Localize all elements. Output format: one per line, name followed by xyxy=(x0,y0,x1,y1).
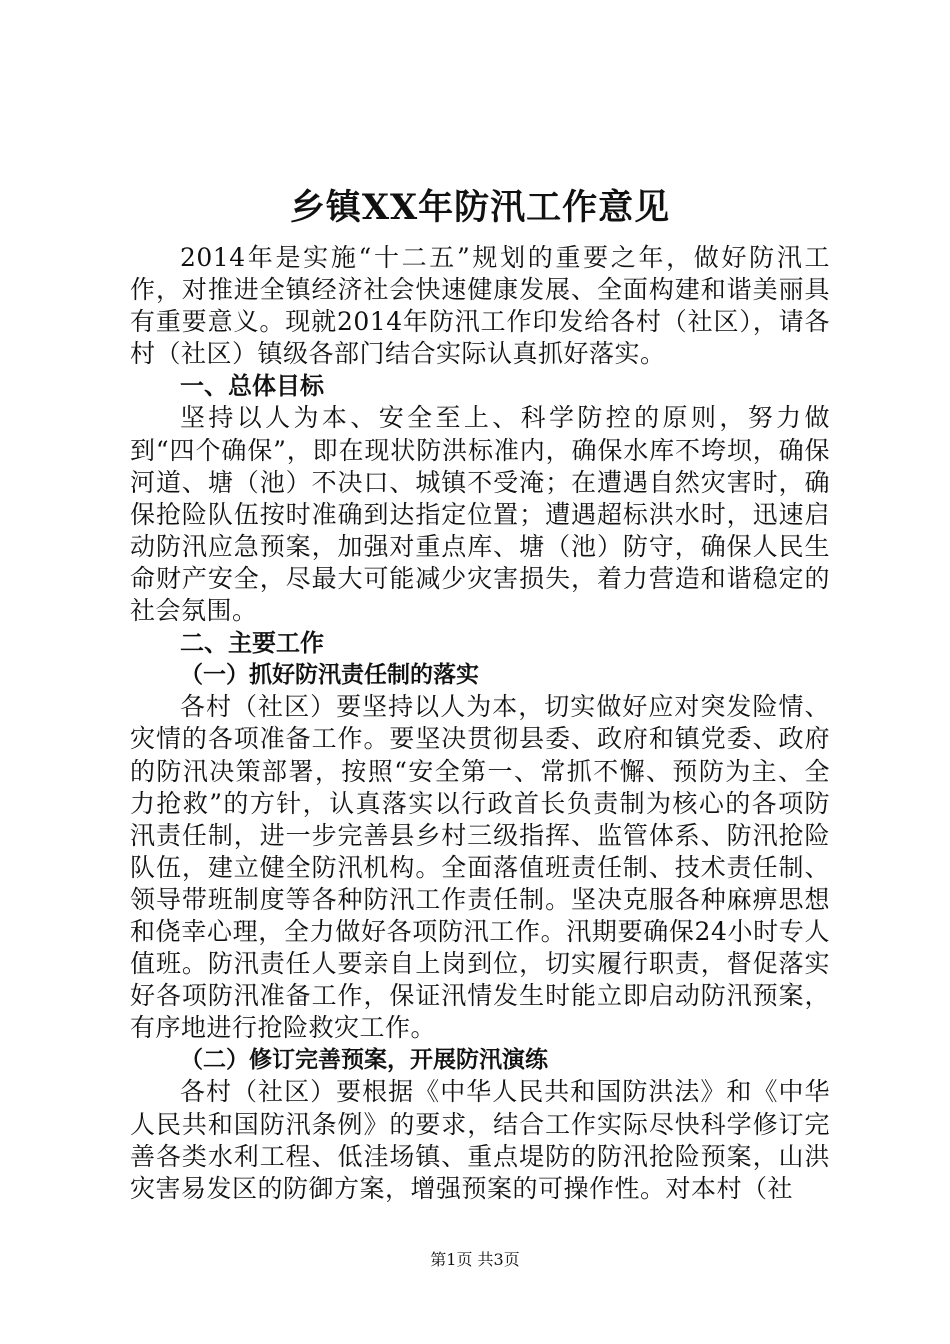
document-body xyxy=(130,242,830,1205)
goals-paragraph: 坚持以人为本、安全至上、科学防控的原则，努力做到“四个确保”，即在现状防洪标准内，确保水库不垮坝，确保河道、塘（池）不决口、城镇不受淹；在遭遇自然灾害时，确保抢险队伍按时准确到达指定位置；遭遇超标洪水时，迅速启动防汛应急预案，加强对重点库、塘（池）防守，确保人民生命财产安全，尽最大可能减少灾害损失，着力营造和谐稳定的社会氛围。 xyxy=(130,403,830,626)
subsection-heading-plans: （二）修订完善预案，开展防汛演练 xyxy=(180,1047,548,1074)
responsibility-paragraph: 各村（社区）要坚持以人为本，切实做好应对突发险情、灾情的各项准备工作。要坚决贯彻县委、政府和镇党委、政府的防汛决策部署，按照“安全第一、常抓不懈、预防为主、全力抢救”的方针，认真落实以行政首长负责制为核心的各项防汛责任制，进一步完善县乡村三级指挥、监管体系、防汛抢险队伍，建立健全防汛机构。全面落值班责任制、技术责任制、领导带班制度等各种防汛工作责任制。坚决克服各种麻痹思想和侥幸心理，全力做好各项防汛工作。汛期要确保24小时专人值班。防汛责任人要亲自上岗到位，切实履行职责，督促落实好各项防汛准备工作，保证汛情发生时能立即启动防汛预案，有序地进行抢险救灾工作。 xyxy=(130,692,830,1043)
page-footer: 第1页 共3页 xyxy=(430,1250,520,1269)
document-title: 乡镇XX年防汛工作意见 xyxy=(289,187,671,228)
plans-paragraph: 各村（社区）要根据《中华人民共和国防洪法》和《中华人民共和国防汛条例》的要求，结合工作实际尽快科学修订完善各类水利工程、低洼场镇、重点堤防的防汛抢险预案，山洪灾害易发区的防御方案，增强预案的可操作性。对本村（社 xyxy=(130,1077,830,1203)
subsection-heading-responsibility: （一）抓好防汛责任制的落实 xyxy=(180,662,479,689)
section-heading-work: 二、主要工作 xyxy=(180,629,324,658)
section-heading-goals: 一、总体目标 xyxy=(180,372,324,401)
intro-paragraph: 2014年是实施“十二五”规划的重要之年，做好防汛工作，对推进全镇经济社会快速健康发展、全面构建和谐美丽具有重要意义。现就2014年防汛工作印发给各村（社区），请各村（社区）镇级各部门结合实际认真抓好落实。 xyxy=(130,243,830,369)
